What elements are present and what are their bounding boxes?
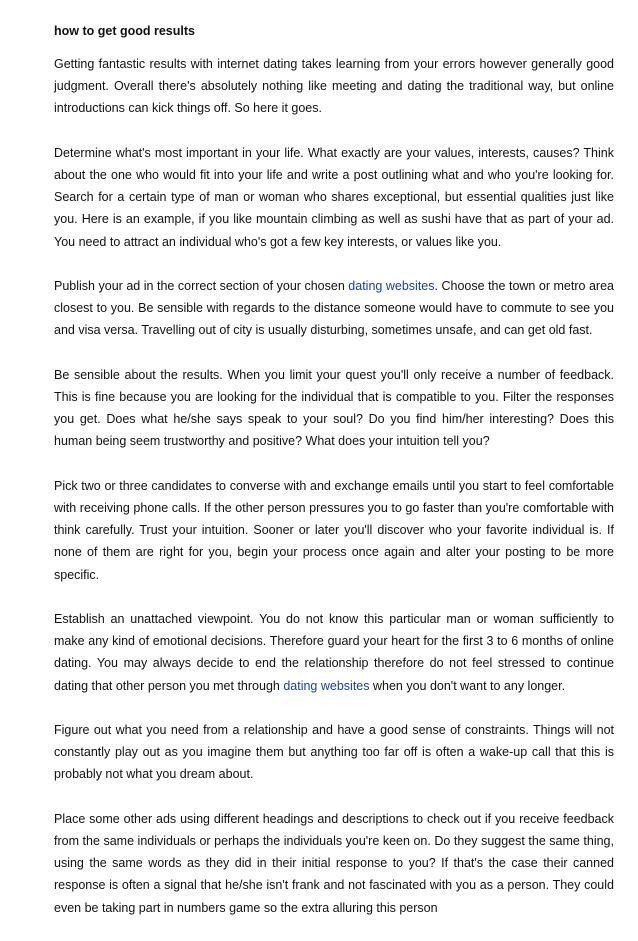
dating-websites-link[interactable]: dating websites [348, 279, 435, 293]
paragraph [54, 53, 614, 120]
dating-websites-link[interactable]: dating websites [283, 678, 370, 693]
paragraph-text: when you don't want to any longer. [369, 678, 566, 693]
paragraph-text: Be sensible about the results. When you limit your quest you'll only receive a number of feedback. This is fine because you are looking for the individual that is compatible to you. Filter the responses you get. Does what he/she says speak to your soul? Do you find him/her interesting? Does this human being seem trustworthy and positive? What does your intuition tell you? [54, 367, 614, 449]
paragraph [54, 142, 614, 253]
paragraph-text: Figure out what you need from a relationship and have a good sense of constraints. Things will not constantly play out as you imagine them but anything too far off is often a wake-up call that this is probably not what you dream about. [54, 723, 614, 782]
paragraph-text: Publish your ad in the correct section of your chosen [54, 279, 349, 293]
paragraph-text: Establish an unattached viewpoint. You do not know this particular man or woman sufficiently to make any kind of emotional decisions. Therefore guard your heart for the first 3 to 6 months of online dating. You may always decide to end the relationship therefore do not feel stressed to continue dating that other person you met through [54, 612, 614, 693]
paragraph-text: Determine what's most important in your life. What exactly are your values, interests, causes? Think about the one who would fit into your life and write a post outlining what and who you're looking for. Search for a certain type of man or woman who shares exceptional, but essential qualities just like you. Here is an example, if you like mountain climbing as well as sushi have that as part of your ad. You need to attract an individual who's got a few key interests, or values like you. [54, 145, 614, 249]
paragraph [54, 275, 614, 342]
paragraph [54, 364, 614, 453]
paragraph-text: Pick two or three candidates to converse with and exchange emails until you start to feel comfortable with receiving phone calls. If the other person pressures you to go faster than you're comfortable with think carefully. Trust your intuition. Sooner or later you'll discover who your favorite individual is. If none of them are right for you, begin your process once again and alter your posting to be more specific. [54, 478, 614, 582]
document-body [54, 53, 614, 919]
paragraph [54, 475, 614, 586]
paragraph [54, 608, 614, 697]
paragraph [54, 719, 614, 786]
paragraph-text: Getting fantastic results with internet dating takes learning from your errors however generally good judgment. Overall there's absolutely nothing like meeting and dating the traditional way, but online introductions can kick things off. So here it goes. [54, 57, 614, 116]
paragraph-text: Place some other ads using different headings and descriptions to check out if you receive feedback from the same individuals or perhaps the individuals you're keen on. Do they suggest the same thing, using the same words as they did in their initial response to you? If that's the case their canned response is often a signal that he/she isn't frank and not fascinated with you as a person. They could even be taking part in numbers game so the extra alluring this person [54, 811, 614, 915]
paragraph [54, 808, 614, 919]
document-title: how to get good results [54, 24, 195, 38]
paragraph-text: . Choose the town or metro area closest to you. Be sensible with regards to the distance someone would have to commute to see you and visa versa. Travelling out of city is usually disturbing, sometimes unsafe, and can get old fast. [54, 279, 614, 338]
document-page [54, 20, 614, 941]
